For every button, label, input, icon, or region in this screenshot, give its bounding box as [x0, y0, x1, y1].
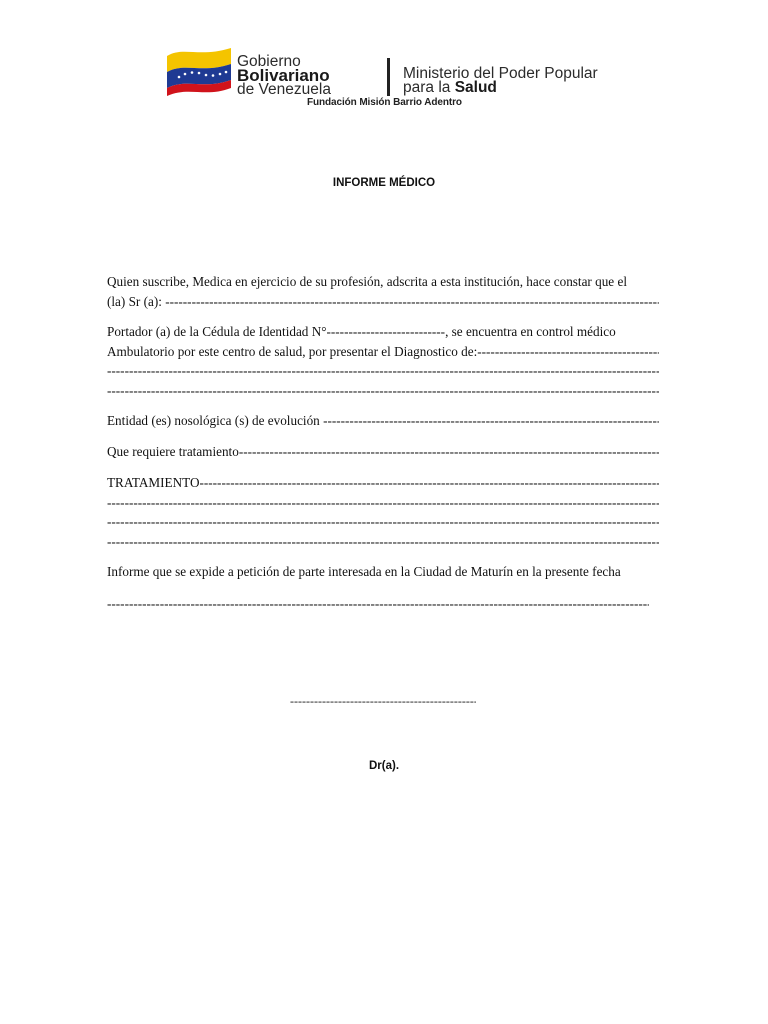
- treatment-line: TRATAMIENTO -----: [107, 473, 659, 493]
- ministry-line-2-bold: Salud: [454, 79, 497, 96]
- issued-line: Informe que se expide a petición de parte interesada en la Ciudad de Maturín en la presente fecha: [107, 564, 621, 579]
- gov-line-3: de Venezuela: [237, 81, 331, 98]
- gov-line-2: Bolivariano: [237, 66, 330, 85]
- requires-treatment-line: Que requiere tratamiento -----: [107, 442, 659, 462]
- date-blank: [107, 594, 649, 614]
- intro-line-1: Quien suscribe, Medica en ejercicio de su profesión, adscrita a esta institución, hace constar que el: [107, 274, 627, 289]
- ministry-line-2: [403, 81, 598, 95]
- date-blank-line: [107, 594, 649, 614]
- ministry-line-1: Ministerio del Poder Popular: [403, 65, 598, 82]
- venezuela-flag-logo: [165, 44, 233, 96]
- signature-line: [290, 694, 476, 709]
- id-line: [107, 322, 659, 342]
- paragraph-entity: [107, 411, 659, 431]
- gov-line-1: Gobierno: [237, 53, 301, 70]
- foundation-name: Fundación Misión Barrio Adentro: [307, 97, 462, 108]
- diagnosis-line: Ambulatorio por este centro de salud, por presentar el Diagnostico de: -----: [107, 342, 659, 362]
- paragraph-requires-treatment: [107, 442, 659, 462]
- ministry-line-2-prefix: para la: [403, 79, 455, 96]
- paragraph-intro: [107, 272, 659, 311]
- diagnosis-blank-1: [107, 361, 659, 381]
- paragraph-treatment: [107, 473, 659, 551]
- document-title: INFORME MÉDICO: [332, 177, 436, 189]
- paragraph-diagnosis: [107, 322, 659, 400]
- paragraph-issued: [107, 562, 659, 582]
- entity-line: Entidad (es) nosológica (s) de evolución -----: [107, 411, 659, 431]
- intro-line-2: (la) Sr (a): -----: [107, 292, 659, 312]
- id-blank: ---------------------------: [326, 324, 446, 339]
- treatment-blank-1: [107, 493, 659, 513]
- treatment-blank-2: [107, 512, 659, 532]
- header-divider: [387, 58, 390, 96]
- ministry-name: [403, 67, 598, 95]
- treatment-blank-3: [107, 532, 659, 552]
- government-name: [237, 55, 331, 97]
- doctor-signature-label: Dr(a).: [368, 760, 400, 772]
- id-line-text: Portador (a) de la Cédula de Identidad N°: [107, 324, 327, 339]
- id-line-continuation: , se encuentra en control médico: [445, 324, 616, 339]
- diagnosis-blank-2: [107, 381, 659, 401]
